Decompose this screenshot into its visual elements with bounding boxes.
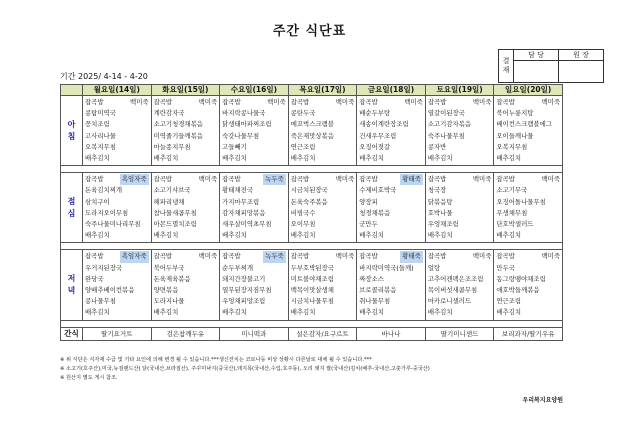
dish-item: 소고기청경채볶음 [153, 120, 203, 129]
menu-cell-top [85, 251, 149, 262]
approval-box [498, 49, 604, 83]
menu-period: 기간 2025/ 4-14 - 4-20 [60, 72, 148, 81]
dish-item: 베이컨스크램블에그 [496, 120, 552, 129]
rice-item: 잡곡밥 [496, 175, 515, 184]
day-header: 토요일(19일) [425, 85, 494, 96]
dish-item: 돈육제육볶음 [153, 274, 191, 283]
dish-item: 북어두부국 [153, 263, 185, 272]
dish-item: 호박나물 [427, 208, 453, 217]
rice-item: 잡곡밥 [222, 98, 241, 106]
dish-item: 시금치된장국 [290, 186, 328, 195]
rice-item: 잡곡밥 [153, 175, 173, 184]
dish-item: 오징어젓갈 [359, 142, 391, 151]
day-header: 금요일(18일) [357, 85, 426, 96]
rice-item: 잡곡밥 [222, 175, 241, 184]
dish-item: 계란감자국 [153, 109, 185, 118]
dish-item: 배추김치 [290, 308, 316, 317]
day-header-row [61, 85, 563, 96]
dish-item: 미역줄기들깨볶음 [153, 131, 203, 140]
dish-item: 순두부찌개 [222, 263, 253, 272]
day-header: 일요일(20일) [494, 85, 563, 96]
dish-item: 콩자반 [427, 142, 447, 151]
dish-item: 새우살미역초무침 [222, 220, 272, 229]
meal-label: 저 녁 [61, 250, 83, 320]
meal-row [61, 173, 563, 243]
row-spacer [61, 243, 563, 250]
menu-cell [357, 96, 426, 166]
porridge-item: 백미죽 [198, 98, 218, 106]
rice-item: 잡곡밥 [427, 98, 447, 106]
dish-item: 오복지무침 [85, 142, 116, 151]
porridge-tag: 녹두죽 [263, 251, 286, 262]
porridge-item: 백미죽 [472, 175, 492, 184]
porridge-tag: 흑임자죽 [120, 174, 149, 185]
dish-item: 오이들깨나물 [496, 131, 534, 140]
dish-item: 고들빼기 [222, 142, 247, 151]
approval-header-director: 원 장 [559, 50, 604, 61]
row-spacer [61, 166, 563, 173]
menu-cell-top [222, 251, 286, 262]
dish-item: 우엉채조림 [427, 220, 459, 229]
dish-item: 콩나물무침 [85, 297, 116, 306]
porridge-item: 백미죽 [541, 98, 560, 106]
row-spacer-cell [61, 166, 563, 173]
porridge-item: 백미죽 [541, 252, 560, 261]
rice-item: 잡곡밥 [359, 98, 378, 106]
rice-item: 잡곡밥 [290, 175, 310, 184]
dish-item: 북어누룽지탕 [496, 109, 534, 118]
rice-item: 잡곡밥 [222, 252, 241, 261]
rice-item: 잡곡밥 [290, 98, 310, 106]
dish-item: 숙주나물무침 [427, 131, 465, 140]
menu-cell-top [291, 251, 355, 262]
dish-item: 배추김치 [496, 231, 522, 240]
snack-item: 검은참깨두유 [151, 327, 220, 340]
dish-item: 배추김치 [359, 308, 384, 317]
dish-item: 군만두 [359, 220, 378, 229]
dish-item: 아몬드멸치조림 [153, 220, 197, 229]
snack-item: 보리과자/딸기우유 [494, 327, 563, 340]
dish-item: 완당국 [85, 274, 104, 283]
approval-label: 결 재 [499, 50, 514, 83]
dish-item: 콩탐미역국 [85, 109, 116, 118]
porridge-tag: 황태죽 [400, 174, 423, 185]
dish-item: 수제비호박국 [359, 186, 397, 195]
dish-item: 마카로니샐러드 [427, 297, 472, 306]
snack-label: 간식 [61, 327, 83, 340]
meal-label: 점 심 [61, 173, 83, 243]
dish-item: 단호박샐러드 [496, 220, 534, 229]
porridge-item: 백미죽 [335, 175, 355, 184]
menu-cell-top [291, 97, 355, 108]
dish-item: 배추김치 [427, 154, 453, 163]
dish-item: 배추김치 [359, 154, 384, 163]
menu-cell [83, 96, 152, 166]
snack-item: 딸기요거트 [83, 327, 152, 340]
dish-item: 동그랑땡야채조림 [496, 274, 546, 283]
dish-item: 오이무침 [290, 220, 316, 229]
note-line: ※ 원산지 별도 게시 참조. [60, 375, 118, 381]
dish-item: 미트볼야채조림 [290, 274, 334, 283]
dish-item: 배추김치 [290, 154, 316, 163]
rice-item: 잡곡밥 [496, 252, 515, 261]
approval-sign-director [559, 61, 604, 83]
menu-cell [425, 173, 494, 243]
dish-item: 짜장소스 [359, 274, 384, 283]
porridge-item: 백미죽 [335, 252, 355, 261]
dish-item: 참나물새콤무침 [153, 208, 197, 217]
snack-item: 딸기미니샌드 [425, 327, 494, 340]
menu-cell [494, 250, 563, 320]
rice-item: 잡곡밥 [85, 252, 104, 261]
dish-item: 소고기감자볶음 [427, 120, 472, 129]
dish-item: 백목이맛살생채 [290, 286, 334, 295]
rice-item: 잡곡밥 [427, 175, 447, 184]
day-header: 화요일(15일) [151, 85, 220, 96]
menu-cell [288, 96, 357, 166]
approval-header-staff: 담 당 [514, 50, 559, 61]
dish-item: 숙갓나물무침 [222, 131, 260, 140]
menu-cell [220, 173, 289, 243]
dish-item: 청국장 [427, 186, 447, 195]
menu-cell [83, 173, 152, 243]
porridge-item: 백미죽 [335, 98, 355, 106]
dish-item: 닭볶음탕 [427, 197, 453, 206]
dish-item: 고사리나물 [85, 131, 116, 140]
dish-item: 새송이계란장조림 [359, 120, 409, 129]
porridge-tag: 흑임자죽 [120, 251, 149, 262]
dish-item: 도라지오이무침 [85, 208, 129, 217]
dish-item: 만두국 [496, 263, 515, 272]
dish-item: 시금치나물무침 [290, 297, 334, 306]
dish-item: 두부호박된장국 [290, 263, 334, 272]
dish-item: 오징어돌나물무침 [496, 197, 546, 206]
dish-item: 바지락미역국(들깨) [359, 263, 414, 272]
page-title: 주간 식단표 [272, 24, 347, 39]
dish-item: 양배추베이컨볶음 [85, 286, 135, 295]
dish-item: 배추김치 [222, 308, 247, 317]
dish-item: 배추김치 [290, 231, 316, 240]
dish-item: 연근조림 [290, 142, 316, 151]
menu-cell [151, 173, 220, 243]
porridge-item: 백미죽 [472, 98, 492, 106]
menu-cell [151, 96, 220, 166]
dish-item: 양면볶음 [153, 286, 179, 295]
dish-item: 죽은재맛상볶음 [290, 131, 334, 140]
menu-cell [494, 96, 563, 166]
menu-cell-top [428, 174, 492, 185]
dish-item: 얼탕 [427, 263, 441, 272]
note-line: ※ 위 식단은 식자재 수급 및 기타 요인에 의해 변경 될 수 있습니다.***생신잔치는 코로나등 비상 상황시 다른날로 대체 될 수 있습니다.*** [60, 357, 372, 363]
dish-item: 배추김치 [496, 154, 522, 163]
dish-item: 황태채전국 [222, 186, 253, 195]
dish-item: 배추김치 [153, 154, 179, 163]
menu-cell-top [85, 97, 149, 108]
rice-item: 잡곡밥 [85, 98, 104, 106]
notes [60, 356, 430, 383]
rice-item: 잡곡밥 [496, 98, 515, 106]
dish-item: 고추어캔펙은조조림 [427, 274, 484, 283]
dish-item: 해파리냉채 [153, 197, 185, 206]
dish-item: 배추김치 [427, 308, 453, 317]
menu-cell-top [359, 174, 423, 185]
meal-row [61, 250, 563, 320]
porridge-item: 백미죽 [404, 98, 423, 106]
snack-item: 바나나 [357, 327, 426, 340]
row-spacer-cell [61, 320, 563, 327]
dish-item: 목이버섯새콤무침 [427, 286, 478, 295]
dish-item: 열무된장지짐무침 [222, 286, 272, 295]
rice-item: 잡곡밥 [359, 252, 378, 261]
dish-item: 열갈이된장국 [427, 109, 465, 118]
porridge-item: 백미죽 [541, 175, 560, 184]
porridge-tag: 녹두죽 [263, 174, 286, 185]
dish-item: 마늘종지무침 [153, 142, 191, 151]
rice-item: 잡곡밥 [85, 175, 104, 184]
weekly-menu-table [60, 84, 563, 341]
dish-item: 돈육김치찌개 [85, 186, 123, 195]
menu-cell [357, 250, 426, 320]
dish-item: 우거지된장국 [85, 263, 123, 272]
day-header: 목요일(17일) [288, 85, 357, 96]
dish-item: 우엉채피망조림 [222, 297, 266, 306]
dish-item: 애호박들깨볶음 [496, 286, 540, 295]
dish-item: 콩탄두국 [290, 109, 316, 118]
menu-cell-top [428, 97, 492, 108]
day-header: 수요일(16일) [220, 85, 289, 96]
facility-name: 우리복지요양원 [522, 397, 563, 404]
menu-cell-top [154, 251, 218, 262]
menu-cell-top [154, 97, 218, 108]
menu-cell-top [154, 174, 218, 185]
meal-row [61, 96, 563, 166]
menu-cell-top [428, 251, 492, 262]
porridge-item: 백미죽 [130, 98, 149, 106]
dish-item: 삼치구이 [85, 197, 110, 206]
rice-item: 잡곡밥 [427, 252, 447, 261]
snack-row [61, 327, 563, 340]
menu-cell-top [496, 251, 560, 262]
dish-item: 돈육숙주볶음 [290, 197, 328, 206]
dish-item: 비빔국수 [290, 208, 316, 217]
menu-cell [425, 250, 494, 320]
dish-item: 배추김치 [85, 231, 110, 240]
porridge-item: 백미죽 [472, 252, 492, 261]
dish-item: 배추김치 [85, 154, 110, 163]
menu-cell-top [291, 174, 355, 185]
dish-item: 배추김치 [85, 308, 110, 317]
menu-cell [357, 173, 426, 243]
dish-item: 취나물무침 [359, 297, 391, 306]
row-spacer-cell [61, 243, 563, 250]
menu-cell-top [222, 174, 286, 185]
porridge-item: 백미죽 [198, 252, 218, 261]
porridge-item: 백미죽 [267, 98, 286, 106]
dish-item: 감자채피망볶음 [222, 208, 266, 217]
meal-label: 아 침 [61, 96, 83, 166]
dish-item: 건새우무조림 [359, 131, 397, 140]
dish-item: 브로콜리볶음 [359, 286, 397, 295]
day-header: 월요일(14일) [83, 85, 152, 96]
dish-item: 숙주나물미나리무침 [85, 220, 141, 229]
menu-cell [425, 96, 494, 166]
dish-item: 청경채볶음 [359, 208, 391, 217]
menu-cell-top [359, 251, 423, 262]
dish-item: 꽁치조림 [85, 120, 110, 129]
menu-cell [220, 96, 289, 166]
dish-item: 메꼬벅스크램블 [290, 120, 334, 129]
menu-cell [151, 250, 220, 320]
porridge-tag: 황태죽 [400, 251, 423, 262]
dish-item: 배추김치 [153, 231, 179, 240]
menu-cell [494, 173, 563, 243]
dish-item: 배순두부탕 [359, 109, 391, 118]
dish-item: 무생채무침 [496, 208, 528, 217]
menu-cell [288, 173, 357, 243]
dish-item: 배추김치 [222, 231, 247, 240]
menu-cell [288, 250, 357, 320]
menu-cell-top [85, 174, 149, 185]
porridge-item: 백미죽 [198, 175, 218, 184]
dish-item: 오복지무침 [496, 142, 528, 151]
snack-item: 설은감자/요구르트 [288, 327, 357, 340]
dish-item: 양장피 [359, 197, 378, 206]
dish-item: 돼지간장불고기 [222, 274, 266, 283]
menu-cell-top [496, 174, 560, 185]
menu-cell-top [222, 97, 286, 108]
dish-item: 닭생태마파찌조림 [222, 120, 272, 129]
menu-cell-top [359, 97, 423, 108]
header-corner [61, 85, 83, 96]
rice-item: 잡곡밥 [153, 98, 173, 106]
snack-item: 미니떡과 [220, 327, 289, 340]
dish-item: 배추김치 [359, 231, 384, 240]
dish-item: 배추김치 [496, 308, 522, 317]
dish-item: 소고기샤브국 [153, 186, 191, 195]
dish-item: 바지락콩나물국 [222, 109, 266, 118]
dish-item: 배추김치 [427, 231, 453, 240]
rice-item: 잡곡밥 [290, 252, 310, 261]
approval-sign-staff [514, 61, 559, 83]
menu-cell [220, 250, 289, 320]
rice-item: 잡곡밥 [359, 175, 378, 184]
dish-item: 도라지나물 [153, 297, 185, 306]
dish-item: 가지마무조림 [222, 197, 260, 206]
note-line: ※ 소고기(호주산),미국,뉴질랜드산) 닭(국내산,브라질산), 주꾸미낙지(중국산),돼지목(국내산,수입,호주동), 오리 돼지 쌀(국내산)김치(배추-국내산,고춧가루-중국산) [60, 366, 430, 372]
dish-item: 배추김치 [153, 308, 179, 317]
rice-item: 잡곡밥 [153, 252, 173, 261]
menu-cell [83, 250, 152, 320]
dish-item: 연근조림 [496, 297, 522, 306]
dish-item: 소고기무국 [496, 186, 528, 195]
dish-item: 배추김치 [222, 154, 247, 163]
row-spacer [61, 320, 563, 327]
menu-cell-top [496, 97, 560, 108]
